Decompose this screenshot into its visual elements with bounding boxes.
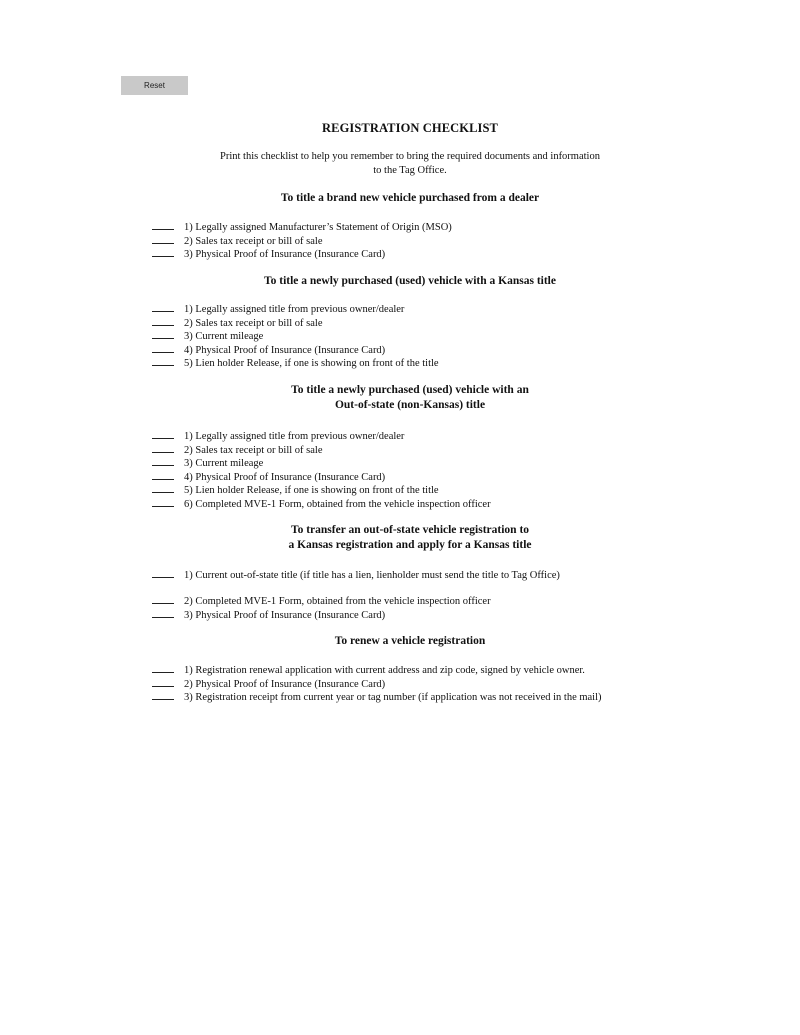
checkbox-blank[interactable] [152, 246, 174, 257]
checkbox-blank[interactable] [152, 482, 174, 493]
checkbox-blank[interactable] [152, 342, 174, 353]
checkbox-blank[interactable] [152, 496, 174, 507]
checkbox-blank[interactable] [152, 676, 174, 687]
checkbox-blank[interactable] [152, 607, 174, 618]
checkbox-blank[interactable] [152, 428, 174, 439]
item-text: 3) Current mileage [184, 331, 264, 342]
checklist-item [152, 689, 602, 705]
intro-line-1: Print this checklist to help you remember to bring the required documents and information [220, 151, 600, 162]
item-text: 3) Current mileage [184, 458, 264, 469]
item-text: 2) Sales tax receipt or bill of sale [184, 444, 323, 456]
checkbox-blank[interactable] [152, 328, 174, 339]
heading-line-2: a Kansas registration and apply for a Kansas title [288, 539, 532, 551]
item-text: 1) Legally assigned title from previous owner/dealer [184, 431, 405, 442]
item-text: 4) Physical Proof of Insurance (Insurance Card) [184, 471, 386, 483]
checkbox-blank[interactable] [152, 593, 174, 604]
item-text: 6) Completed MVE-1 Form, obtained from the vehicle inspection officer [184, 498, 491, 510]
item-text: 1) Registration renewal application with current address and zip code, signed by vehicle owner. [184, 665, 585, 676]
item-text: 2) Sales tax receipt or bill of sale [184, 235, 323, 247]
checklist-item [152, 246, 385, 262]
checkbox-blank[interactable] [152, 442, 174, 453]
checkbox-blank[interactable] [152, 219, 174, 230]
checkbox-blank[interactable] [152, 469, 174, 480]
checkbox-blank[interactable] [152, 355, 174, 366]
checklist-item [152, 607, 385, 623]
item-text: 2) Completed MVE-1 Form, obtained from the vehicle inspection officer [184, 596, 491, 607]
item-text: 1) Legally assigned title from previous owner/dealer [184, 304, 405, 315]
heading-line-2: Out-of-state (non-Kansas) title [334, 399, 486, 411]
section-heading-used-kansas: To title a newly purchased (used) vehicle with a Kansas title [264, 275, 556, 287]
reset-button[interactable]: Reset [121, 76, 188, 95]
section-heading-new-vehicle: To title a brand new vehicle purchased from a dealer [280, 192, 540, 204]
item-text: 3) Physical Proof of Insurance (Insurance Card) [184, 249, 386, 260]
item-text: 4) Physical Proof of Insurance (Insurance Card) [184, 344, 386, 356]
section-heading-used-out-of-state [0, 383, 800, 413]
checkbox-blank[interactable] [152, 662, 174, 673]
item-text: 3) Physical Proof of Insurance (Insurance Card) [184, 609, 386, 621]
item-text: 3) Registration receipt from current year or tag number (if application was not received in the mail) [184, 692, 602, 703]
checklist-item [152, 567, 560, 583]
checkbox-blank[interactable] [152, 233, 174, 244]
checklist-item [152, 355, 439, 371]
item-text: 2) Physical Proof of Insurance (Insurance Card) [184, 678, 386, 690]
checkbox-blank[interactable] [152, 455, 174, 466]
item-text: 2) Sales tax receipt or bill of sale [184, 317, 323, 329]
checkbox-blank[interactable] [152, 301, 174, 312]
item-text: 5) Lien holder Release, if one is showing on front of the title [184, 358, 439, 369]
checklist-item [152, 496, 491, 512]
page-title: REGISTRATION CHECKLIST [322, 121, 498, 135]
item-text: 1) Current out-of-state title (if title has a lien, lienholder must send the title to Tag Office) [184, 570, 560, 581]
intro-line-2: to the Tag Office. [373, 165, 447, 176]
section-heading-renew-registration: To renew a vehicle registration [334, 635, 486, 647]
checkbox-blank[interactable] [152, 567, 174, 578]
section-heading-transfer-registration [0, 523, 800, 553]
intro-text [0, 150, 800, 178]
checkbox-blank[interactable] [152, 689, 174, 700]
checkbox-blank[interactable] [152, 315, 174, 326]
item-text: 5) Lien holder Release, if one is showing on front of the title [184, 485, 439, 496]
heading-line-1: To title a newly purchased (used) vehicle with an [291, 384, 529, 396]
item-text: 1) Legally assigned Manufacturer’s Statement of Origin (MSO) [184, 222, 452, 233]
heading-line-1: To transfer an out-of-state vehicle registration to [290, 524, 530, 536]
